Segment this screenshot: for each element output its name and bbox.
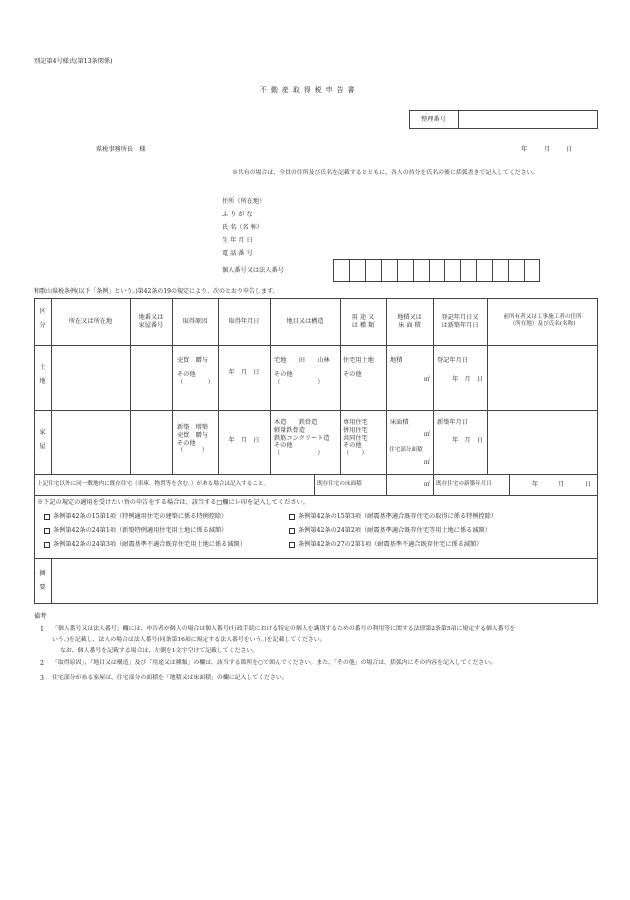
house-reg-label: 新築年月日	[437, 419, 468, 426]
provision-item-6[interactable]: 条例第42条の27の2第1項（耐震基準不適合既存住宅に係る減額）	[289, 541, 483, 549]
provision-item-3[interactable]: 条例第42条の24第1項（新築特例適用住宅用土地に係る減額）	[44, 527, 227, 535]
applicant-name-label: 氏 名（名 称）	[222, 224, 264, 231]
header-lot-number: 地番又は 家屋番号	[138, 314, 164, 329]
applicant-furigana-label: ふ り が な	[222, 211, 253, 218]
checkbox[interactable]	[289, 514, 295, 520]
checkbox[interactable]	[289, 528, 295, 534]
applicant-phone-label: 電 話 番 号	[222, 250, 253, 257]
note-3-num: 3	[40, 675, 44, 682]
provisions-note: ※下記の規定の適用を受けたい旨の申告をする場合は、該当する□欄にレ印を記入してください。	[37, 499, 309, 506]
house-lot-field[interactable]	[131, 411, 172, 474]
land-location-field[interactable]	[52, 346, 130, 410]
serial-number-field[interactable]	[460, 112, 596, 127]
existing-year[interactable]: 年	[532, 481, 539, 488]
date-year: 年	[521, 146, 528, 153]
house-use[interactable]: 専用住宅 併用住宅 共同住宅 その他 （ ）	[343, 419, 368, 457]
header-kubun: 区 分	[39, 308, 46, 329]
land-use[interactable]: 住宅用土地 その他	[343, 357, 374, 378]
existing-floor-unit: ㎡	[423, 481, 430, 488]
header-acq-date: 取得年月日	[228, 318, 260, 325]
form-id: 別記第4号様式(第13条関係)	[34, 58, 113, 65]
existing-year-label: 既存住宅の新築年月日	[436, 481, 492, 487]
note-3-line-1: 住宅部分がある家屋は、住宅部分の面積を「地積又は床面積」の欄に記入してください。	[52, 675, 288, 681]
applicant-mynumber-label: 個人番号又は法人番号	[222, 267, 284, 274]
house-res-area-label: 住宅部分面積	[389, 447, 423, 453]
checkbox[interactable]	[44, 542, 50, 548]
provision-item-2[interactable]: 条例第42条の15第3項（耐震基準適合既存住宅の取得に係る特例控除）	[289, 513, 497, 521]
date-day: 日	[566, 146, 573, 153]
note-2-num: 2	[40, 660, 44, 667]
house-label: 家 屋	[39, 429, 46, 450]
main-table	[34, 298, 598, 604]
provision-item-5[interactable]: 条例第42条の24第3項（耐震基準不適合既存住宅用土地に係る減額）	[44, 541, 246, 549]
existing-month[interactable]: 月	[558, 481, 565, 488]
provision-item-4[interactable]: 条例第42条の24第2項（耐震基準適合既存住宅等用土地に係る減額）	[289, 527, 491, 535]
header-reg-date: 登記年月日又 は新築年月日	[441, 314, 479, 329]
header-area: 地積又は 床 面 積	[397, 314, 422, 329]
house-cause[interactable]: 新築 増築 売買 贈与 その他 （ ）	[177, 424, 208, 455]
header-category: 地目又は構造	[286, 318, 324, 325]
intro-text: 和歌山県税条例(以下「条例」という。)第42条の19の規定により、次のとおり申告します。	[34, 288, 279, 295]
land-prev-owner-field[interactable]	[488, 346, 598, 410]
checkbox[interactable]	[289, 542, 295, 548]
land-area-unit: ㎡	[423, 376, 430, 383]
applicant-address-label: 住所（所在地）	[222, 198, 266, 205]
house-area-unit: ㎡	[423, 431, 430, 438]
remarks-label: 摘 要	[39, 570, 46, 591]
land-lot-field[interactable]	[131, 346, 172, 410]
house-category[interactable]: 木造 鉄骨造 軽量鉄骨造 鉄筋コンクリート造 その他 （ ）	[274, 419, 330, 457]
checkbox[interactable]	[44, 528, 50, 534]
checkbox[interactable]	[44, 514, 50, 520]
joint-ownership-note: ※共有の場合は、全員の住所及び氏名を記載するとともに、各人の持分を氏名の後に括弧書きで記入してください。	[232, 170, 539, 176]
house-area-label: 床面積	[390, 419, 409, 426]
mynumber-boxes[interactable]	[333, 259, 540, 282]
land-acq-date[interactable]: 年 月 日	[228, 369, 260, 376]
land-category[interactable]: 宅地 田 山林 その他 （ ）	[274, 357, 330, 386]
serial-number-label: 整理番号	[421, 116, 446, 123]
land-cause[interactable]: 売買 贈与 その他 （ ）	[177, 357, 215, 386]
land-label: 土 地	[39, 364, 46, 385]
note-1-line-2: いう。)を記載し、法人の場合は法人番号(同条第16項に規定する法人番号をいう。)を記載してください。	[52, 637, 326, 643]
header-cause: 取得原因	[182, 318, 208, 325]
notes-heading: 備考	[34, 613, 47, 620]
header-use: 用 途 又 は 種 類	[351, 314, 375, 329]
house-acq-date[interactable]: 年 月 日	[228, 437, 260, 444]
note-1-line-1: 「個人番号又は法人番号」欄には、申告者が個人の場合は個人番号(行政手続における特定の個人を識別するための番号の利用等に関する法律第2条第5項に規定する個人番号を	[52, 626, 516, 632]
note-1-num: 1	[40, 626, 44, 633]
form-title: 不 動 産 取 得 税 申 告 書	[260, 86, 356, 94]
land-reg-date[interactable]: 年 月 日	[452, 376, 483, 383]
house-res-area-unit: ㎡	[423, 459, 430, 466]
provision-item-1[interactable]: 条例第42条の15第1項（特例適用住宅の建築に係る特例控除）	[44, 513, 227, 521]
existing-floor-label: 既存住宅の床面積	[317, 481, 362, 487]
header-location: 所在又は所在地	[68, 318, 113, 325]
header-prev-owner: 前所有者又は工事施工者の住所 （所在地）及び氏名(名称)	[503, 314, 582, 327]
remarks-field[interactable]	[52, 559, 598, 604]
land-area-label: 地積	[390, 357, 403, 364]
house-prev-owner-field[interactable]	[488, 411, 598, 474]
land-reg-label: 登記年月日	[437, 357, 468, 364]
note-1-line-3: なお、個人番号を記載する場合は、左側を1文字空けて記載してください。	[60, 648, 259, 654]
existing-house-question: 上記住宅以外に同一敷地内に既存住宅（車庫、物置等を含む。）がある場合は記入すること。	[37, 481, 270, 487]
house-location-field[interactable]	[52, 411, 130, 474]
house-reg-date[interactable]: 年 月 日	[452, 437, 483, 444]
note-2-line-1: 「取得原因」、「地目又は構造」及び「用途又は種類」の欄は、該当する箇所を○で囲んでください。また、「その他」の場合は、括弧内にその内容を記入してください。	[52, 660, 496, 666]
applicant-birth-label: 生 年 月 日	[222, 237, 253, 244]
date-month: 月	[544, 146, 551, 153]
addressee: 県税事務所長 様	[96, 146, 146, 153]
existing-day[interactable]: 日	[585, 481, 592, 488]
